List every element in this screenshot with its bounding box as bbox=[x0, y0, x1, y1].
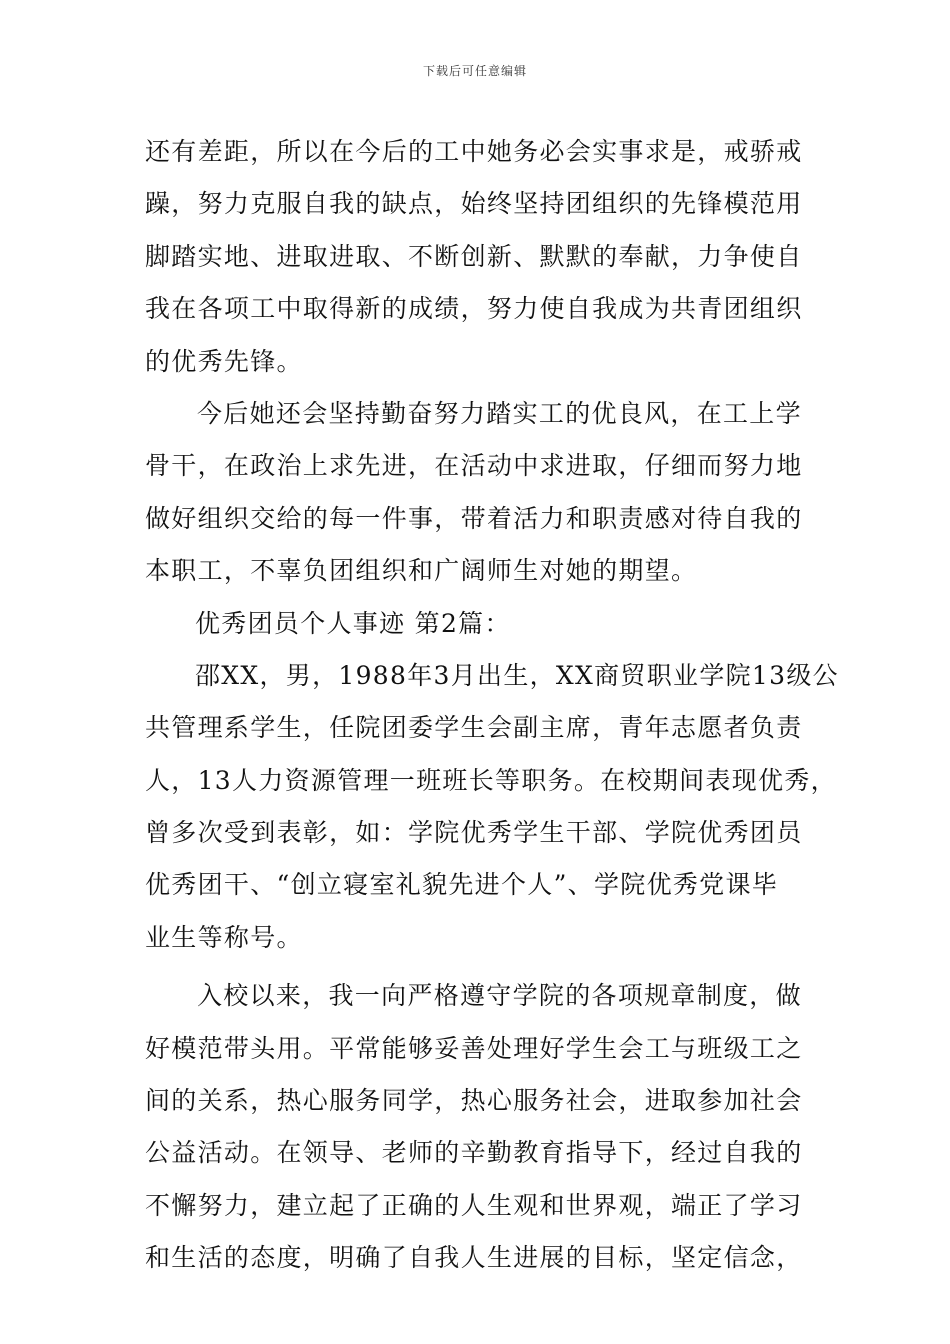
text-line: 曾多次受到表彰，如：学院优秀学生干部、学院优秀团员 bbox=[145, 818, 803, 848]
text-line: 骨干，在政治上求先进，在活动中求进取，仔细而努力地 bbox=[145, 451, 803, 481]
section-heading: 优秀团员个人事迹 第2篇： bbox=[195, 608, 511, 638]
text-line: 人，13人力资源管理一班班长等职务。在校期间表现优秀， bbox=[145, 765, 837, 795]
text-line: 做好组织交给的每一件事，带着活力和职责感对待自我的 bbox=[145, 503, 803, 533]
text-line: 不懈努力，建立起了正确的人生观和世界观，端正了学习 bbox=[145, 1190, 803, 1220]
text-line: 本职工，不辜负团组织和广阔师生对她的期望。 bbox=[145, 556, 698, 586]
text-line: 好模范带头用。平常能够妥善处理好学生会工与班级工之 bbox=[145, 1033, 803, 1063]
paragraph-start-line: 今后她还会坚持勤奋努力踏实工的优良风，在工上学 bbox=[197, 398, 802, 428]
text-line: 优秀团干、“创立寝室礼貌先进个人”、学院优秀党课毕 bbox=[145, 870, 779, 900]
header-note: 下载后可任意编辑 bbox=[422, 64, 527, 78]
text-line: 躁，努力克服自我的缺点，始终坚持团组织的先锋模范用 bbox=[145, 189, 803, 219]
text-line: 间的关系，热心服务同学，热心服务社会，进取参加社会 bbox=[145, 1086, 803, 1116]
text-line: 我在各项工中取得新的成绩，努力使自我成为共青团组织 bbox=[145, 294, 803, 324]
text-line: 和生活的态度，明确了自我人生进展的目标，坚定信念， bbox=[145, 1243, 803, 1273]
text-line: 业生等称号。 bbox=[145, 922, 303, 952]
text-line: 共管理系学生，任院团委学生会副主席，青年志愿者负责 bbox=[145, 713, 803, 743]
text-line: 的优秀先锋。 bbox=[145, 346, 303, 376]
document-body bbox=[145, 126, 839, 1285]
paragraph-start-line: 邵XX，男，1988年3月出生，XX商贸职业学院13级公 bbox=[195, 660, 839, 690]
text-line: 还有差距，所以在今后的工中她务必会实事求是，戒骄戒 bbox=[145, 137, 803, 166]
paragraph-start-line: 入校以来，我一向严格遵守学院的各项规章制度，做 bbox=[197, 981, 802, 1011]
text-line: 公益活动。在领导、老师的辛勤教育指导下，经过自我的 bbox=[145, 1138, 803, 1168]
text-line: 脚踏实地、进取进取、不断创新、默默的奉献，力争使自 bbox=[145, 241, 803, 271]
